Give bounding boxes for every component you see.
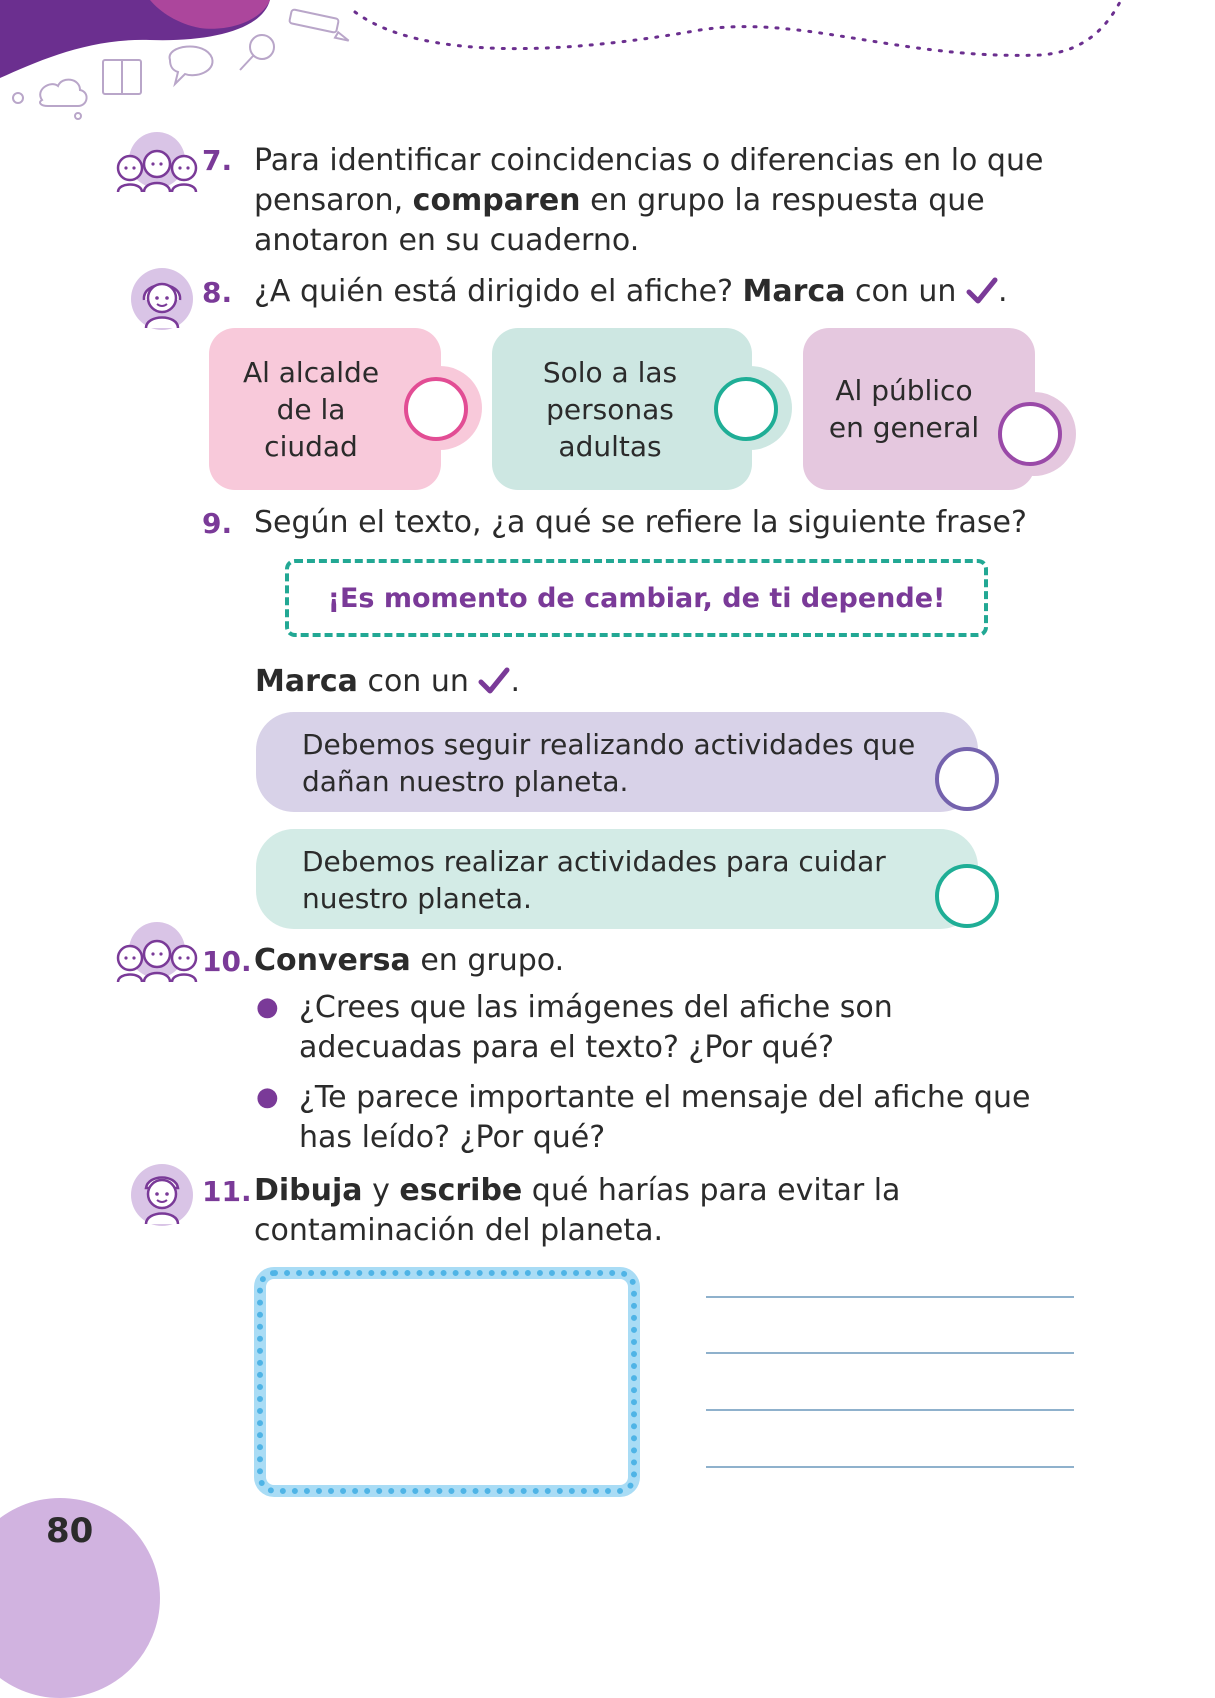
- bullet-dot: ●: [256, 1082, 279, 1112]
- group-of-students-icon: [112, 130, 202, 200]
- drawing-area[interactable]: [254, 1267, 640, 1497]
- question-9-instruction: Marca con un .: [255, 664, 520, 699]
- question-10-number: 10.: [202, 945, 252, 978]
- question-11-text: Dibuja y escribe qué harías para evitar la contaminación del planeta.: [254, 1173, 901, 1248]
- question-7-number: 7.: [202, 144, 233, 177]
- bullet-item: ¿Crees que las imágenes del afiche son adecuadas para el texto? ¿Por qué?: [299, 990, 893, 1065]
- question-11-number: 11.: [202, 1175, 252, 1208]
- bullet-dot: ●: [256, 992, 279, 1022]
- phrase-text: ¡Es momento de cambiar, de ti depende!: [327, 582, 946, 614]
- answer-option-2-checkbox[interactable]: [935, 864, 999, 928]
- answer-option-1-checkbox[interactable]: [935, 747, 999, 811]
- question-10-text: Conversa en grupo.: [254, 943, 565, 978]
- option-1-checkbox[interactable]: [404, 377, 468, 441]
- student-icon: [130, 1162, 194, 1228]
- check-mark-icon: [966, 277, 998, 305]
- check-mark-icon: [478, 667, 510, 695]
- writing-line[interactable]: [706, 1352, 1074, 1354]
- answer-option-1: Debemos seguir realizando actividades que dañan nuestro planeta.: [256, 712, 978, 812]
- option-3-checkbox[interactable]: [998, 402, 1062, 466]
- question-8-number: 8.: [202, 276, 233, 309]
- question-7-text: Para identificar coincidencias o diferencias en lo que pensaron, comparen en grupo la respuesta que anotaron en su cuaderno.: [254, 143, 1044, 258]
- option-publico-general: Al público en general: [803, 328, 1035, 490]
- phrase-box: [285, 559, 988, 637]
- bullet-item: ¿Te parece importante el mensaje del afiche que has leído? ¿Por qué?: [299, 1080, 1031, 1155]
- header-decoration: [0, 0, 1215, 130]
- student-icon: [130, 266, 194, 332]
- option-al-alcalde: Al alcalde de la ciudad: [209, 328, 441, 490]
- answer-option-2: Debemos realizar actividades para cuidar nuestro planeta.: [256, 829, 978, 929]
- option-solo-adultas: Solo a las personas adultas: [492, 328, 752, 490]
- question-9-number: 9.: [202, 507, 233, 540]
- drawing-frame-dots: [257, 1270, 637, 1494]
- writing-line[interactable]: [706, 1296, 1074, 1298]
- writing-line[interactable]: [706, 1409, 1074, 1411]
- page-number: 80: [46, 1511, 94, 1551]
- option-2-checkbox[interactable]: [714, 377, 778, 441]
- group-of-students-icon: [112, 920, 202, 990]
- question-8-text: ¿A quién está dirigido el afiche? Marca con un .: [254, 274, 1008, 309]
- writing-line[interactable]: [706, 1466, 1074, 1468]
- question-9-text: Según el texto, ¿a qué se refiere la siguiente frase?: [254, 505, 1027, 540]
